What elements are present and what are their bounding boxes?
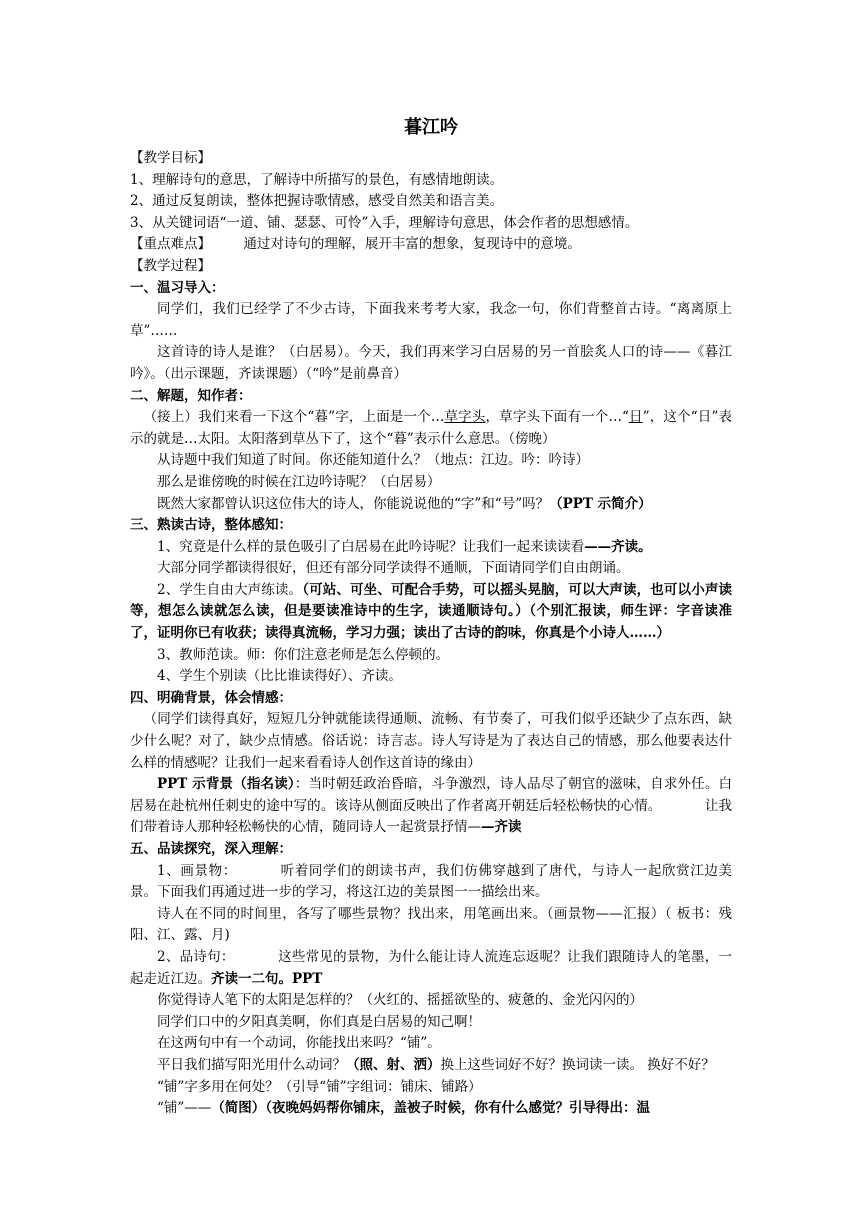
text-span: ：当时朝廷政治昏暗，斗争激烈，诗人品尽了朝官的滋味，自求外任。白居易在赴杭州任刺史的途中写的。该诗从侧面反映出了作者离开朝廷后轻松畅快的心情。: [130, 776, 732, 814]
paragraph: [130, 861, 732, 904]
bold-span: （PPT 示简介）: [549, 495, 652, 512]
text-span: “铺”——: [157, 1100, 212, 1117]
text-span: 平日我们描写阳光用什么动词？: [157, 1056, 346, 1073]
section-label-goals: 【教学目标】: [130, 150, 211, 166]
paragraph: 大部分同学都读得很好，但还有部分同学读得不通顺，下面请同学们自由朗诵。: [157, 560, 630, 577]
underlined-term: 日: [628, 409, 643, 426]
bold-span: （简图）（夜晚妈妈帮你铺床，盖被子时候，你有什么感觉？引导得出：温: [211, 1100, 651, 1117]
key-points-text: 通过对诗句的理解，展开丰富的想象，复现诗中的意境。: [243, 236, 581, 253]
paragraph: 这首诗的诗人是谁？（白居易）。今天，我们再来学习白居易的另一首脍炙人口的诗——《暮江吟》。（出示课题，齐读课题）（“吟”是前鼻音）: [130, 344, 732, 382]
text-span: ”，这个“日”表示的就是…太阳。太阳落到草丛下了，这个“暮”表示什么意思。（傍晚）: [130, 409, 733, 447]
text-span: 既然大家都曾认识这位伟大的诗人，你能说说他的“字”和“号”吗？: [157, 495, 550, 512]
heading-1: 一、温习导入：: [130, 279, 225, 296]
text-span: 2、品诗句：: [157, 948, 235, 965]
paragraph: 同学们口中的夕阳真美啊，你们真是白居易的知己啊！: [157, 1013, 481, 1030]
paragraph: 从诗题中我们知道了时间。你还能知道什么？（地点：江边。吟：吟诗）: [157, 452, 589, 469]
bold-span: （可站、可坐、可配合手势，可以摇头晃脑，可以大声读，也可以小声读等，想怎么读就怎么读，但是要读准诗中的生字，读通顺诗句。）（个别汇报读，师生评：字音读准了，证明你已有收获；读得真流畅，学习力强；读出了古诗的韵味，你真是个小诗人……）: [130, 581, 732, 642]
bold-span: （照、射、洒）: [346, 1056, 441, 1073]
paragraph: 那么是谁傍晚的时候在江边吟诗呢？（白居易）: [157, 473, 441, 490]
paragraph: （同学们读得真好，短短几分钟就能读得通顺、流畅、有节奏了，可我们似乎还缺少了点东西，缺少什么呢？对了，缺少点情感。俗话说：诗言志。诗人写诗是为了表达自己的情感，那么他要表达什么样的情感呢？让我们一起来看看诗人创作这首诗的缘由）: [130, 711, 732, 771]
goal-item-3: 3、从关键词语“一道、铺、瑟瑟、可怜”入手，理解诗句意思，体会作者的思想感情。: [130, 214, 639, 231]
paragraph: [130, 947, 732, 990]
paragraph: 你觉得诗人笔下的太阳是怎样的？（火红的、摇摇欲坠的、疲惫的、金光闪闪的）: [157, 992, 643, 1009]
paragraph: [130, 494, 732, 516]
text-span: 1、画景物：: [157, 862, 237, 879]
key-points: [130, 234, 732, 256]
paragraph: [130, 580, 732, 645]
document-body: [130, 148, 732, 1120]
text-span: 换上这些词好不好？换词读一读。 换好不好？: [440, 1056, 715, 1073]
goal-item-2: 2、通过反复朗读，整体把握诗歌情感，感受自然美和语言美。: [130, 193, 504, 210]
text-span: 1、究竟是什么样的景色吸引了白居易在此吟诗呢？让我们一起来读读看: [157, 538, 585, 555]
paragraph: [130, 537, 732, 559]
text-span: 2、学生自由大声练读。: [157, 581, 303, 598]
heading-5: 五、品读探究，深入理解：: [130, 841, 292, 857]
text-span: 让我们带着诗人那种轻松畅快的心情，随同诗人一起赏景抒情—: [130, 797, 733, 836]
key-points-label: 【重点难点】: [130, 236, 211, 253]
paragraph: [130, 774, 732, 839]
goal-item-1: 1、理解诗句的意思，了解诗中所描写的景色，有感情地朗读。: [130, 171, 504, 188]
paragraph: “铺”字多用在何处？（引导“铺”字组词：铺床、铺路）: [157, 1078, 482, 1095]
heading-4: 四、明确背景，体会情感：: [130, 689, 292, 706]
bold-span: PPT 示背景（指名读）: [157, 776, 295, 793]
paragraph: 同学们，我们已经学了不少古诗，下面我来考考大家，我念一句，你们背整首古诗。“离离原上草”……: [130, 301, 732, 339]
text-span: 听着同学们的朗读书声，我们仿佛穿越到了唐代，与诗人一起欣赏江边美景。下面我们再通过进一步的学习，将这江边的美景图一一描绘出来。: [130, 862, 733, 901]
bold-span: 齐读一二句。PPT: [211, 970, 323, 987]
paragraph: 4、学生个别读（比比谁读得好）、齐读。: [157, 668, 402, 685]
bold-span: ——齐读。: [584, 538, 652, 555]
paragraph: 在这两句中有一个动词，你能找出来吗？“铺”。: [157, 1035, 441, 1052]
text-span: ，草字头下面有一个…“: [485, 409, 629, 426]
text-span: （接上）我们来看一下这个“暮”字，上面是一个…: [143, 409, 445, 426]
paragraph: [130, 407, 732, 450]
paragraph: [130, 1055, 732, 1077]
underlined-term: 草字头: [444, 409, 486, 426]
text-span: 这些常见的景物，为什么能让诗人流连忘返呢？让我们跟随诗人的笔墨，一起走近江边。: [130, 948, 733, 987]
bold-span: —齐读: [481, 819, 522, 836]
document-title: 暮江吟: [404, 117, 458, 138]
paragraph: 3、教师范读。师：你们注意老师是怎么停顿的。: [157, 646, 450, 663]
heading-2: 二、解题，知作者：: [130, 387, 252, 404]
paragraph: 诗人在不同的时间里，各写了哪些景物？找出来，用笔画出来。（画景物——汇报）（ 板书：残阳、江、露、月): [130, 905, 732, 944]
section-label-process: 【教学过程】: [130, 257, 211, 274]
heading-3: 三、熟读古诗，整体感知：: [130, 517, 292, 534]
paragraph: [130, 1098, 732, 1120]
